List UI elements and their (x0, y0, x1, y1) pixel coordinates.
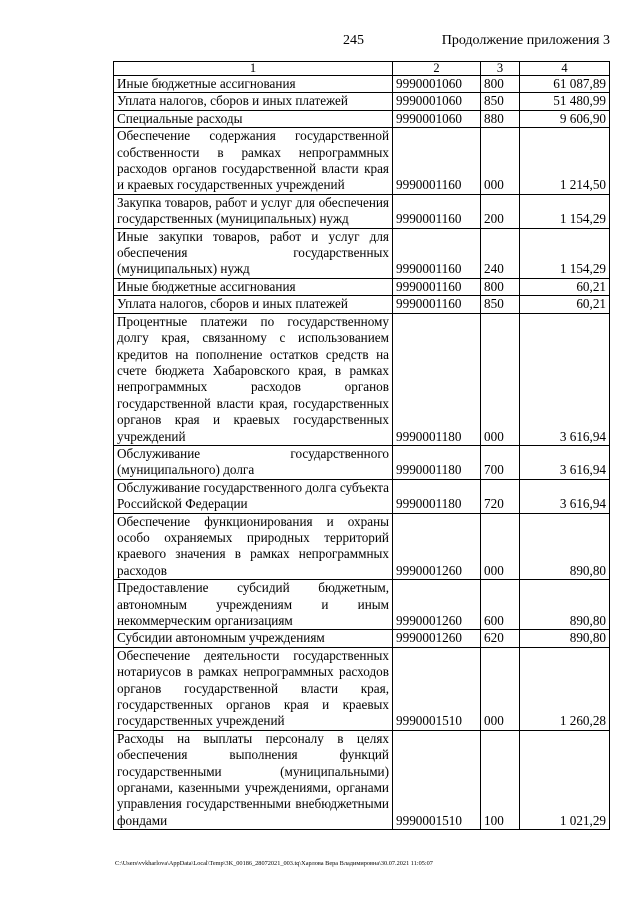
table-row (114, 194, 610, 228)
target-article-code: 9990001160 (393, 128, 481, 195)
table-row (114, 580, 610, 630)
table-row (114, 647, 610, 730)
table-row (114, 513, 610, 580)
column-number-row (114, 62, 610, 76)
target-article-code: 9990001510 (393, 730, 481, 829)
row-amount: 3 616,94 (520, 479, 610, 513)
expense-type-code: 000 (481, 128, 520, 195)
row-name: Уплата налогов, сборов и иных платежей (114, 296, 393, 313)
row-amount: 1 214,50 (520, 128, 610, 195)
expense-type-code: 850 (481, 93, 520, 110)
row-name: Специальные расходы (114, 110, 393, 127)
table-row (114, 445, 610, 479)
row-name: Иные закупки товаров, работ и услуг для обеспечения государственных (муниципальных) нужд (114, 228, 393, 278)
table-row (114, 313, 610, 445)
target-article-code: 9990001260 (393, 513, 481, 580)
expense-type-code: 620 (481, 630, 520, 647)
row-name: Субсидии автономным учреждениям (114, 630, 393, 647)
target-article-code: 9990001260 (393, 630, 481, 647)
target-article-code: 9990001180 (393, 313, 481, 445)
row-name: Иные бюджетные ассигнования (114, 76, 393, 93)
expense-type-code: 200 (481, 194, 520, 228)
table-row (114, 110, 610, 127)
target-article-code: 9990001060 (393, 93, 481, 110)
row-name: Предоставление субсидий бюджетным, автономным учреждениям и иным некоммерческим организациям (114, 580, 393, 630)
table-row (114, 76, 610, 93)
row-name: Обслуживание государственного (муниципального) долга (114, 445, 393, 479)
row-name: Обеспечение деятельности государственных нотариусов в рамках непрограммных расходов органов государственной власти края, государственных органов края и краевых государственных учреждений (114, 647, 393, 730)
row-amount: 890,80 (520, 513, 610, 580)
row-name: Закупка товаров, работ и услуг для обеспечения государственных (муниципальных) нужд (114, 194, 393, 228)
table-row (114, 228, 610, 278)
row-name: Обеспечение функционирования и охраны особо охраняемых природных территорий краевого значения в рамках непрограммных расходов (114, 513, 393, 580)
row-name: Обслуживание государственного долга субъекта Российской Федерации (114, 479, 393, 513)
table-row (114, 630, 610, 647)
table-row (114, 128, 610, 195)
target-article-code: 9990001510 (393, 647, 481, 730)
expense-type-code: 240 (481, 228, 520, 278)
column-number: 2 (393, 62, 481, 76)
row-name: Расходы на выплаты персоналу в целях обеспечения выполнения функций государственными (муниципальными) органами, казенными учреждениями, органами управления государственными внебюджетными фондами (114, 730, 393, 829)
target-article-code: 9990001060 (393, 76, 481, 93)
expense-type-code: 800 (481, 76, 520, 93)
target-article-code: 9990001160 (393, 194, 481, 228)
table-row (114, 93, 610, 110)
column-number: 3 (481, 62, 520, 76)
budget-table (113, 61, 610, 830)
expense-type-code: 100 (481, 730, 520, 829)
row-amount: 890,80 (520, 580, 610, 630)
row-amount: 3 616,94 (520, 313, 610, 445)
target-article-code: 9990001160 (393, 278, 481, 295)
row-amount: 61 087,89 (520, 76, 610, 93)
column-number: 4 (520, 62, 610, 76)
row-amount: 1 021,29 (520, 730, 610, 829)
target-article-code: 9990001180 (393, 445, 481, 479)
file-path-footer: C:\Users\vvkharlova\AppData\Local\Temp\3K_00186_28072021_003.tq\Харлова Вера Владимировна\30.07.2021 11:05:07 (115, 860, 433, 867)
table-row (114, 278, 610, 295)
expense-type-code: 700 (481, 445, 520, 479)
row-amount: 1 154,29 (520, 194, 610, 228)
row-name: Процентные платежи по государственному долгу края, связанному с использованием кредитов на пополнение остатков средств на счете бюджета Хабаровского края, в рамках непрограммных расходов органов государственной власти края, государственных органов края и краевых государственных учреждений (114, 313, 393, 445)
row-name: Уплата налогов, сборов и иных платежей (114, 93, 393, 110)
row-amount: 1 154,29 (520, 228, 610, 278)
expense-type-code: 800 (481, 278, 520, 295)
row-name: Обеспечение содержания государственной собственности в рамках непрограммных расходов органов государственной власти края и краевых государственных учреждений (114, 128, 393, 195)
row-amount: 60,21 (520, 296, 610, 313)
row-amount: 9 606,90 (520, 110, 610, 127)
row-amount: 3 616,94 (520, 445, 610, 479)
row-amount: 60,21 (520, 278, 610, 295)
expense-type-code: 000 (481, 313, 520, 445)
expense-type-code: 000 (481, 513, 520, 580)
target-article-code: 9990001060 (393, 110, 481, 127)
target-article-code: 9990001260 (393, 580, 481, 630)
expense-type-code: 850 (481, 296, 520, 313)
continuation-heading: Продолжение приложения 3 (441, 33, 610, 48)
row-amount: 51 480,99 (520, 93, 610, 110)
expense-type-code: 720 (481, 479, 520, 513)
target-article-code: 9990001160 (393, 228, 481, 278)
expense-type-code: 600 (481, 580, 520, 630)
row-amount: 1 260,28 (520, 647, 610, 730)
expense-type-code: 880 (481, 110, 520, 127)
column-number: 1 (114, 62, 393, 76)
row-name: Иные бюджетные ассигнования (114, 278, 393, 295)
expense-type-code: 000 (481, 647, 520, 730)
target-article-code: 9990001160 (393, 296, 481, 313)
table-row (114, 479, 610, 513)
page-number: 245 (343, 33, 364, 48)
target-article-code: 9990001180 (393, 479, 481, 513)
table-row (114, 296, 610, 313)
row-amount: 890,80 (520, 630, 610, 647)
table-row (114, 730, 610, 829)
